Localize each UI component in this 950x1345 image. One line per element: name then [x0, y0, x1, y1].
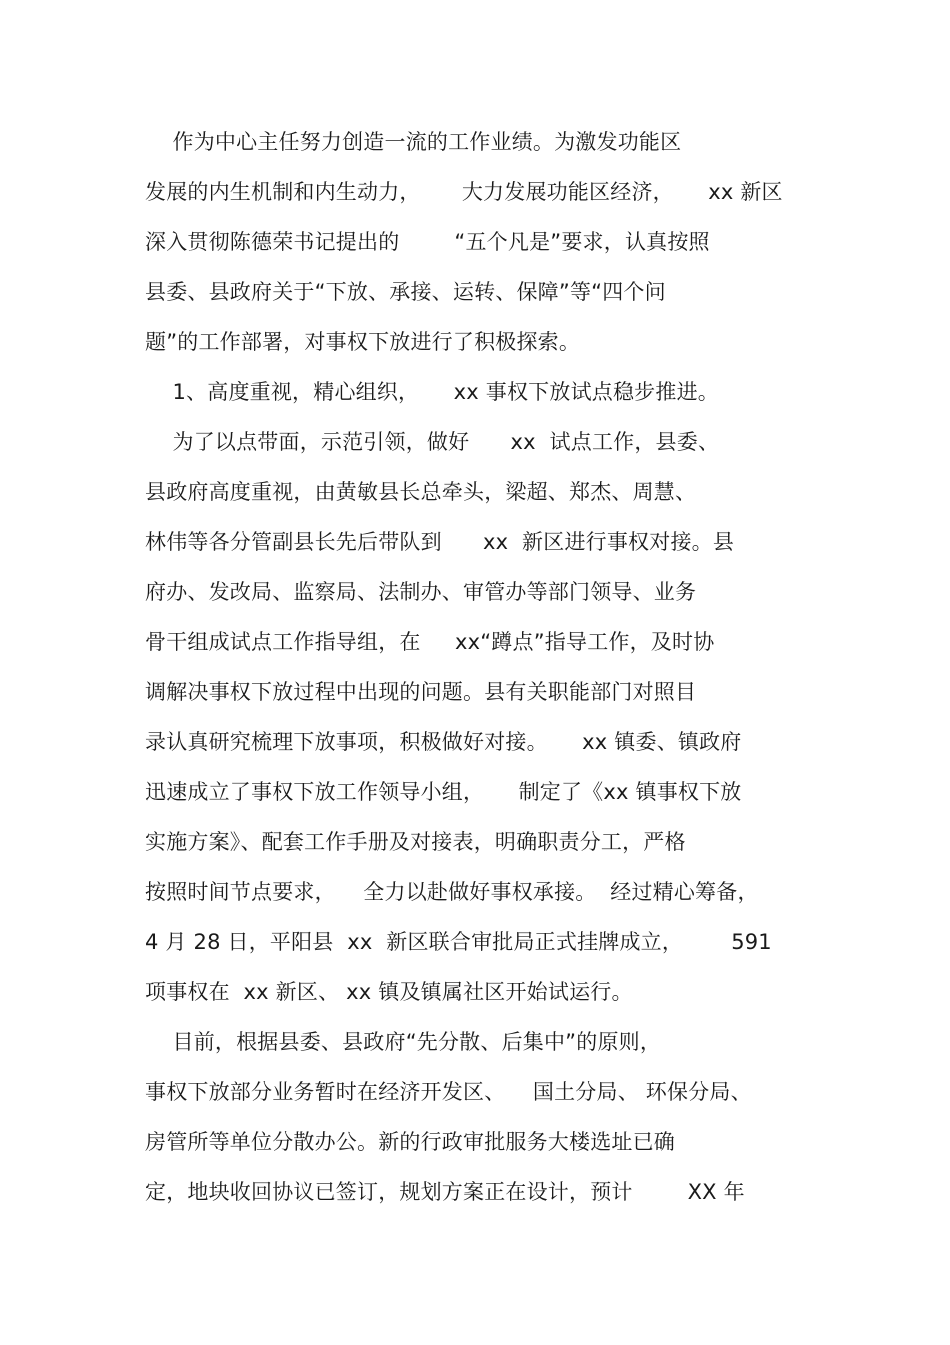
text-line: 事权下放部分业务暂时在经济开发区、 国土分局、 环保分局、	[145, 1080, 752, 1104]
text-line: 题”的工作部署，对事权下放进行了积极探索。	[145, 330, 581, 354]
text-line: 迅速成立了事权下放工作领导小组， 制定了《xx 镇事权下放	[145, 780, 742, 804]
text-line: 按照时间节点要求， 全力以赴做好事权承接。 经过精心筹备，	[145, 880, 759, 904]
text-line: 深入贯彻陈德荣书记提出的 “五个凡是”要求，认真按照	[145, 230, 710, 254]
text-line: 定，地块收回协议已签订，规划方案正在设计，预计 XX 年	[145, 1180, 745, 1204]
text-line: 房管所等单位分散办公。新的行政审批服务大楼选址已确	[145, 1130, 675, 1154]
text-line: 发展的内生机制和内生动力， 大力发展功能区经济， xx 新区	[145, 180, 783, 204]
text-line: 作为中心主任努力创造一流的工作业绩。为激发功能区	[145, 130, 682, 154]
text-line: 县政府高度重视，由黄敏县长总牵头，梁超、郑杰、周慧、	[145, 480, 697, 504]
text-line: 实施方案》、配套工作手册及对接表，明确职责分工，严格	[145, 830, 686, 854]
text-line: 县委、县政府关于“下放、承接、运转、保障”等“四个问	[145, 280, 666, 304]
text-line: 骨干组成试点工作指导组，在 xx“蹲点”指导工作，及时协	[145, 630, 715, 654]
section-heading: 1、高度重视，精心组织， xx 事权下放试点稳步推进。	[145, 380, 719, 404]
text-line: 调解决事权下放过程中出现的问题。县有关职能部门对照目	[145, 680, 697, 704]
text-line: 林伟等各分管副县长先后带队到 xx 新区进行事权对接。县	[145, 530, 735, 554]
text-line: 目前，根据县委、县政府“先分散、后集中”的原则，	[145, 1030, 662, 1054]
text-line: 府办、发改局、监察局、法制办、审管办等部门领导、业务	[145, 580, 697, 604]
text-line: 录认真研究梳理下放事项，积极做好对接。 xx 镇委、镇政府	[145, 730, 742, 754]
text-line: 4 月 28 日，平阳县 xx 新区联合审批局正式挂牌成立， 591	[145, 930, 772, 954]
text-line: 项事权在 xx 新区、 xx 镇及镇属社区开始试运行。	[145, 980, 633, 1004]
text-line: 为了以点带面，示范引领，做好 xx 试点工作，县委、	[145, 430, 720, 454]
